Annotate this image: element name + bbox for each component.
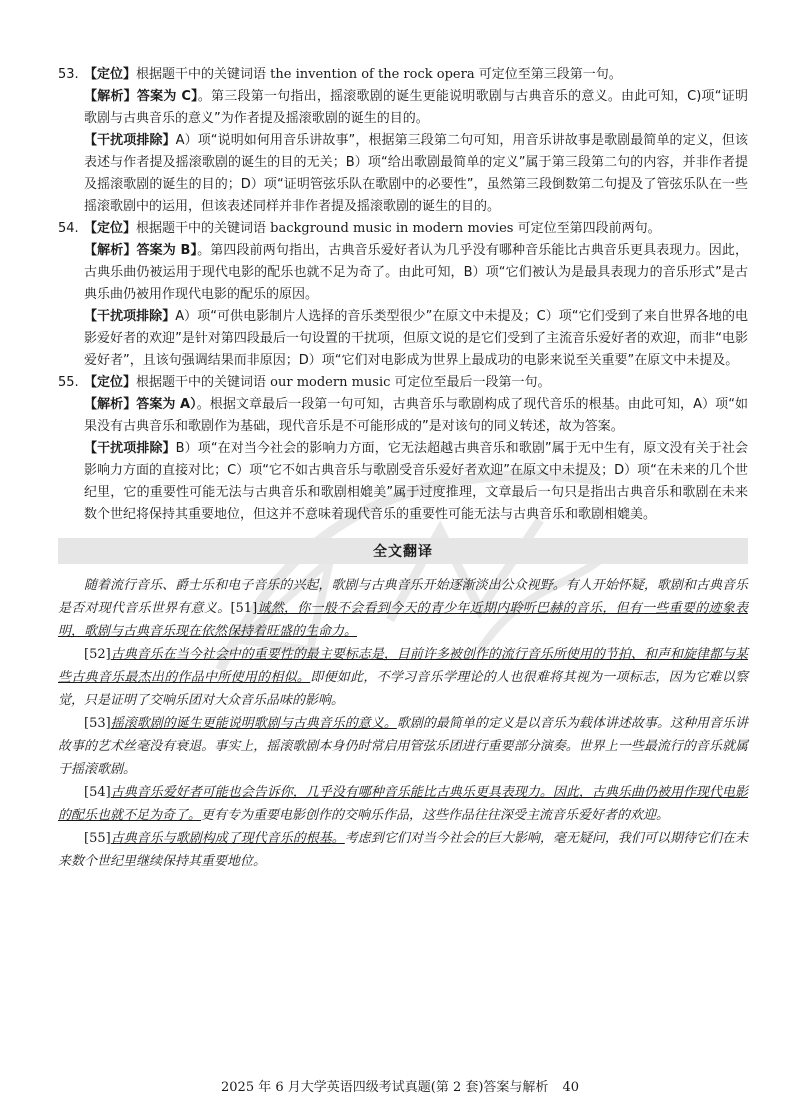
q55-distract-text: B）项“在对当今社会的影响力方面，它无法超越古典音乐和歌剧”属于无中生有，原文没有关于社会影响力方面的直接对比；C）项“它不如古典音乐与歌剧受音乐爱好者欢迎”在原文中未提及；D）项“在未来的几个世纪里，它的重要性可能无法与古典音乐和歌剧相媲美”属于过度推理，文章最后一句只是指出古典音乐和歌剧在未来数个世纪将保持其重要地位，但这并不意味着现代音乐的重要性可能无法与古典音乐和歌剧相媲美。 — [84, 441, 748, 522]
q54-distract-tag: 【干扰项排除】 — [84, 309, 176, 324]
page-number: 40 — [562, 1080, 579, 1095]
page-footer — [0, 1076, 800, 1095]
q53-analysis-tag: 【解析】 — [84, 89, 137, 104]
tr-p1-underlined: 诚然，你一般不会看到今天的青少年近期内聆听巴赫的音乐，但有一些重要的迹象表明，歌剧与古典音乐现在依然保持着旺盛的生命力。 — [58, 601, 748, 639]
section-title: 全文翻译 — [373, 544, 433, 560]
q55-distract-tag: 【干扰项排除】 — [84, 441, 176, 456]
tr-p1-marker: [51] — [230, 601, 258, 616]
translation-paragraph-2 — [58, 643, 748, 712]
q54-distractors — [84, 306, 748, 372]
tr-p3-text: 歌剧的最简单的定义是以音乐为载体讲述故事。这种用音乐讲故事的艺术丝毫没有衰退。事实上，摇滚歌剧本身仍时常启用管弦乐团进行重要部分演奏。世界上一些最流行的音乐就属于摇滚歌剧。 — [58, 716, 748, 777]
q55-locate-text-b: 可定位至最后一段第一句。 — [390, 375, 551, 390]
q54-locate — [58, 218, 748, 240]
q53-distractors — [84, 130, 748, 218]
q55-analysis-text: 。根据文章最后一段第一句可知，古典音乐与歌剧构成了现代音乐的根基。由此可知，A）项“如果没有古典音乐和歌剧作为基础，现代音乐是不可能形成的”是对该句的同义转述，故为答案。 — [84, 397, 748, 434]
translation-section-header — [58, 538, 748, 564]
q53-locate-tag: 【定位】 — [84, 67, 137, 82]
q55-answer: 答案为 A） — [136, 397, 197, 412]
q53-distract-text: A）项“说明如何用音乐讲故事”，根据第三段第二句可知，用音乐讲故事是歌剧最简单的定义，但该表述与作者提及摇滚歌剧的诞生的目的无关；B）项“给出歌剧最简单的定义”属于第三段第二句的内容，并非作者提及摇滚歌剧的诞生的目的；D）项“证明管弦乐队在歌剧中的必要性”，虽然第三段倒数第二句提及了管弦乐队在一些摇滚歌剧中的运用，但该表述同样并非作者提及摇滚歌剧的诞生的目的。 — [84, 133, 748, 214]
tr-p2-marker: [52] — [84, 647, 111, 662]
q53-number: 53. — [58, 67, 79, 82]
q54-analysis — [84, 240, 748, 306]
q55-locate-text-a: 根据题干中的关键词语 — [136, 375, 271, 390]
q53-answer: 答案为 C】 — [136, 89, 198, 104]
q55-number: 55. — [58, 375, 79, 390]
q54-distract-text: A）项“可供电影制片人选择的音乐类型很少”在原文中未提及；C）项“它们受到了来自世界各地的电影爱好者的欢迎”是针对第四段最后一句设置的干扰项，但原文说的是它们受到了主流音乐爱好者的欢迎，而非“电影爱好者”，且该句强调结果而非原因；D）项“它们对电影成为世界上最成功的电影来说至关重要”在原文中未提及。 — [84, 309, 748, 368]
q53-locate-text-b: 可定位至第三段第一句。 — [474, 67, 622, 82]
translation-paragraph-3 — [58, 712, 748, 781]
q53-keyword: the invention of the rock opera — [270, 67, 475, 82]
tr-p5-marker: [55] — [84, 831, 111, 846]
tr-p2-text: 即便如此，不学习音乐学理论的人也很难将其视为一项标志，因为它难以察觉，只是证明了交响乐团对大众音乐品味的影响。 — [58, 670, 748, 708]
q55-analysis-tag: 【解析】 — [84, 397, 137, 412]
q55-locate-tag: 【定位】 — [84, 375, 137, 390]
q54-locate-text-a: 根据题干中的关键词语 — [136, 221, 271, 236]
tr-p4-marker: [54] — [84, 785, 111, 800]
tr-p4-underlined: 古典音乐爱好者可能也会告诉你，几乎没有哪种音乐能比古典乐更具表现力。因此，古典乐曲仍被用作现代电影的配乐也就不足为奇了。 — [58, 785, 748, 823]
q55-locate — [58, 372, 748, 394]
tr-p3-marker: [53] — [84, 716, 111, 731]
tr-p2-underlined: 古典音乐在当今社会中的重要性的最主要标志是，目前许多被创作的流行音乐所使用的节拍、和声和旋律都与某些古典音乐最杰出的作品中所使用的相似。 — [58, 647, 748, 685]
tr-p5-underlined: 古典音乐与歌剧构成了现代音乐的根基。 — [110, 831, 345, 846]
q54-answer: 答案为 B】 — [136, 243, 198, 258]
q54-locate-text-b: 可定位至第四段前两句。 — [513, 221, 661, 236]
tr-p4-text: 更有专为重要电影创作的交响乐作品，这些作品往往深受主流音乐爱好者的欢迎。 — [201, 808, 670, 823]
q54-keyword: background music in modern movies — [270, 221, 514, 236]
q53-analysis-text: 。第三段第一句指出，摇滚歌剧的诞生更能说明歌剧与古典音乐的意义。由此可知，C)项“证明歌剧与古典音乐的意义”为作者提及摇滚歌剧的诞生的目的。 — [84, 89, 748, 126]
q53-analysis — [84, 86, 748, 130]
q54-analysis-text: 。第四段前两句指出，古典音乐爱好者认为几乎没有哪种音乐能比古典音乐更具表现力。因此，古典乐曲仍被运用于现代电影的配乐也就不足为奇了。由此可知，B）项“它们被认为是最具表现力的音乐形式”是古典乐曲仍被用作现代电影的配乐的原因。 — [84, 243, 748, 302]
tr-p1-text: 随着流行音乐、爵士乐和电子音乐的兴起，歌剧与古典音乐开始逐渐淡出公众视野。有人开始怀疑，歌剧和古典音乐是否对现代音乐世界有意义。 — [58, 578, 748, 616]
translation-paragraph-4 — [58, 781, 748, 827]
q53-distract-tag: 【干扰项排除】 — [84, 133, 176, 148]
q54-locate-tag: 【定位】 — [84, 221, 137, 236]
q54-analysis-tag: 【解析】 — [84, 243, 137, 258]
tr-p5-text: 考虑到它们对当今社会的巨大影响，毫无疑问，我们可以期待它们在未来数个世纪里继续保持其重要地位。 — [58, 831, 748, 869]
translation-paragraph-1 — [58, 574, 748, 643]
translation-paragraph-5 — [58, 827, 748, 873]
q55-analysis — [84, 394, 748, 438]
footer-title: 2025 年 6 月大学英语四级考试真题(第 2 套)答案与解析 — [221, 1080, 549, 1095]
tr-p3-underlined: 摇滚歌剧的诞生更能说明歌剧与古典音乐的意义。 — [110, 716, 397, 731]
q54-number: 54. — [58, 221, 79, 236]
answer-page — [58, 64, 748, 873]
q53-locate-text-a: 根据题干中的关键词语 — [136, 67, 271, 82]
q55-distractors — [84, 438, 748, 526]
q55-keyword: our modern music — [270, 375, 391, 390]
q53-locate — [58, 64, 748, 86]
